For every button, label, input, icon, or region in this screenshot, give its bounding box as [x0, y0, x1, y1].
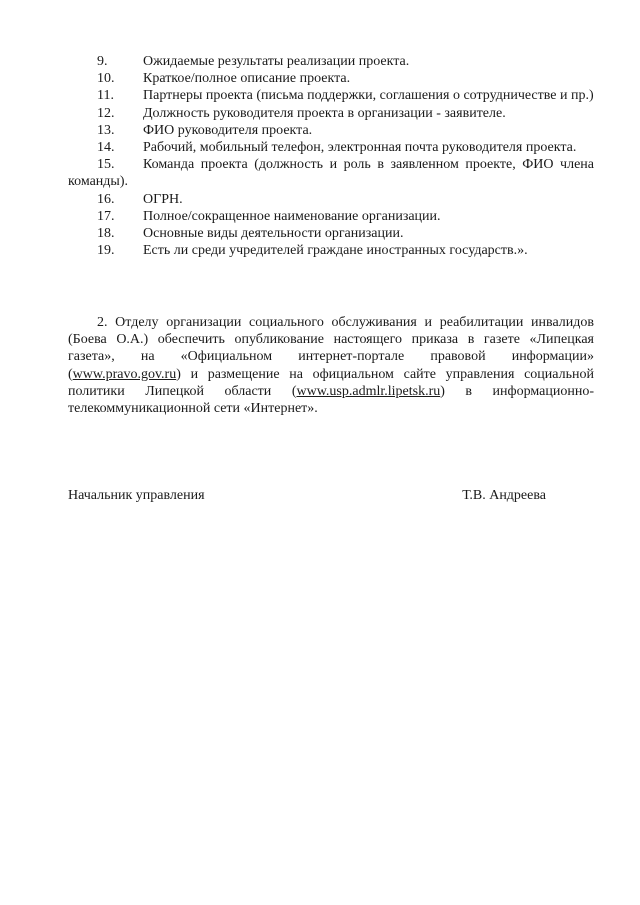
list-item-number: 16.	[97, 191, 115, 207]
pravo-link[interactable]: www.pravo.gov.ru	[72, 366, 177, 382]
list-item-number: 15.	[97, 157, 115, 173]
list-item-number: 9.	[97, 54, 108, 69]
list-item-text: ОГРН.	[143, 191, 183, 207]
list-item	[68, 139, 594, 156]
list-item	[68, 225, 594, 242]
list-item-number: 18.	[97, 226, 115, 242]
list-item	[68, 122, 594, 139]
list-item	[68, 105, 594, 122]
list-item-number: 11.	[97, 88, 114, 104]
list-item	[68, 156, 594, 190]
usp-link[interactable]: www.usp.admlr.lipetsk.ru	[296, 383, 441, 399]
list-item	[68, 242, 594, 259]
list-item	[68, 191, 594, 208]
list-item-text: Должность руководителя проекта в организации - заявителе.	[143, 105, 506, 121]
publication-paragraph	[68, 314, 594, 417]
list-item-text: Основные виды деятельности организации.	[143, 226, 404, 242]
list-item-number: 14.	[97, 140, 115, 156]
signatory-name: Т.В. Андреева	[462, 488, 546, 503]
list-item-number: 19.	[97, 243, 115, 259]
list-item-text: Есть ли среди учредителей граждане иностранных государств.».	[143, 243, 528, 259]
list-item-text: Ожидаемые результаты реализации проекта.	[143, 54, 410, 69]
numbered-list	[68, 53, 594, 259]
list-item-number: 17.	[97, 208, 115, 224]
list-item-number: 12.	[97, 105, 115, 121]
list-item-number: 13.	[97, 122, 115, 138]
signatory-position: Начальник управления	[68, 488, 205, 503]
list-item-number: 10.	[97, 71, 115, 87]
paragraph-text: 2. Отделу организации социального обслуживания и реабилитации инвалидов (Боева О.А.) обеспечить опубликование настоящего приказа в газете «Липецкая газета», на «Официальном интернет-портале правовой информации» (	[68, 315, 594, 382]
list-item-text: Краткое/полное описание проекта.	[143, 71, 351, 87]
list-item	[68, 70, 594, 87]
list-item-text: Рабочий, мобильный телефон, электронная почта руководителя проекта.	[143, 140, 577, 156]
list-item-text: ФИО руководителя проекта.	[143, 122, 313, 138]
list-item	[68, 87, 594, 104]
list-item-text: Партнеры проекта (письма поддержки, соглашения о сотрудничестве и пр.)	[143, 88, 594, 104]
list-item	[68, 53, 594, 70]
paragraph-text: ) и размещение на официальном сайте управления социальной политики Липецкой области (	[68, 366, 594, 399]
list-item-text: Команда проекта (должность и роль в заявленном проекте, ФИО члена команды).	[68, 157, 594, 190]
paragraph-text: ) в информационно-телекоммуникационной сети «Интернет».	[68, 383, 594, 417]
list-item-text: Полное/сокращенное наименование организации.	[143, 208, 441, 224]
list-item	[68, 208, 594, 225]
